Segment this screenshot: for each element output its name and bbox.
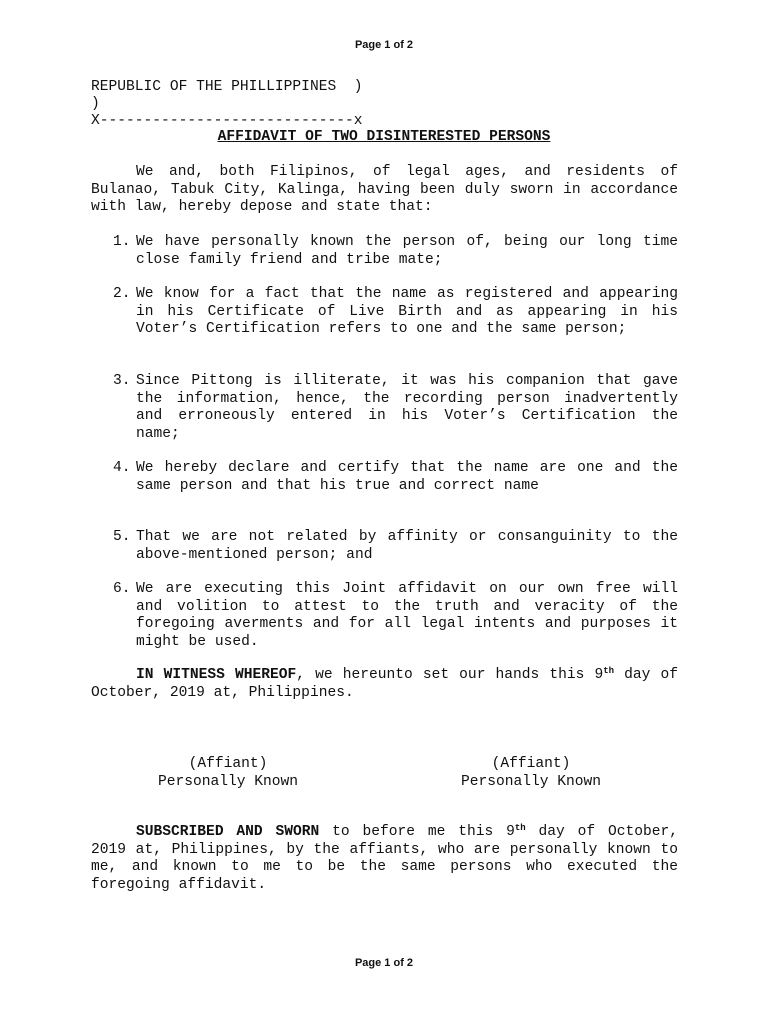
witness-day: 9 xyxy=(594,667,604,683)
witness-day-suffix: th xyxy=(603,666,615,676)
caption-line-2: ) xyxy=(91,96,100,112)
affiant-note: Personally Known xyxy=(460,774,602,790)
caption-line-1: REPUBLIC OF THE PHILLIPPINES ) xyxy=(91,79,363,95)
subscribed-text-b: day of October, 2019 at, Philippines, by the affiants, who are personally known to me, and known to me to be the same persons who executed the foregoing affidavit. xyxy=(91,824,679,893)
list-item-number: 6. xyxy=(113,581,131,597)
list-item-text: That we are not related by affinity or consanguinity to the above-mentioned person; and xyxy=(136,529,678,563)
witness-text-b: day of October, 2019 at, Philippines. xyxy=(91,667,678,701)
subscribed-heading: SUBSCRIBED AND SWORN xyxy=(136,824,320,840)
list-item-number: 2. xyxy=(113,286,131,302)
list-item xyxy=(113,529,678,564)
affiant-note: Personally Known xyxy=(157,774,299,790)
list-item-number: 4. xyxy=(113,460,131,476)
page-number-header: Page 1 of 2 xyxy=(354,39,414,51)
subscribed-paragraph xyxy=(91,824,678,894)
page-number-footer: Page 1 of 2 xyxy=(354,957,414,969)
list-item-text: We have personally known the person of, being our long time close family friend and tribe mate; xyxy=(136,234,678,268)
list-item-number: 5. xyxy=(113,529,131,545)
affidavit-title: AFFIDAVIT OF TWO DISINTERESTED PERSONS xyxy=(217,129,551,145)
affiant-signature-block xyxy=(108,755,348,791)
affiant-role: (Affiant) xyxy=(491,756,571,772)
list-item-number: 3. xyxy=(113,373,131,389)
list-item-text: Since Pittong is illiterate, it was his companion that gave the information, hence, the recording person inadvertently and erroneously entered in his Voter’s Certification the name; xyxy=(136,373,678,442)
affiant-signature-block xyxy=(411,755,651,791)
list-item xyxy=(113,234,678,269)
witness-heading: IN WITNESS WHEREOF xyxy=(136,667,297,683)
list-item xyxy=(113,460,678,495)
witness-paragraph xyxy=(91,667,678,702)
list-item-text: We know for a fact that the name as registered and appearing in his Certificate of Live Birth and as appearing in his Voter’s Certification refers to one and the same person; xyxy=(136,286,678,338)
list-item-text: We are executing this Joint affidavit on our own free will and volition to attest to the truth and veracity of the foregoing averments and for all legal intents and purposes it might be used. xyxy=(136,581,678,650)
list-item-number: 1. xyxy=(113,234,131,250)
list-item-text: We hereby declare and certify that the name are one and the same person and that his true and correct name xyxy=(136,460,678,494)
witness-text-a: , we hereunto set our hands this xyxy=(296,667,595,683)
affiant-role: (Affiant) xyxy=(188,756,268,772)
list-item xyxy=(113,373,678,443)
subscribed-text-a: to before me this 9 xyxy=(319,824,515,840)
caption-line-3: X-----------------------------x xyxy=(91,113,363,129)
list-item xyxy=(113,286,678,339)
list-item xyxy=(113,581,678,651)
intro-paragraph: We and, both Filipinos, of legal ages, and residents of Bulanao, Tabuk City, Kalinga, having been duly sworn in accordance with law, hereby depose and state that: xyxy=(91,164,678,216)
subscribed-day-suffix: th xyxy=(514,823,526,833)
